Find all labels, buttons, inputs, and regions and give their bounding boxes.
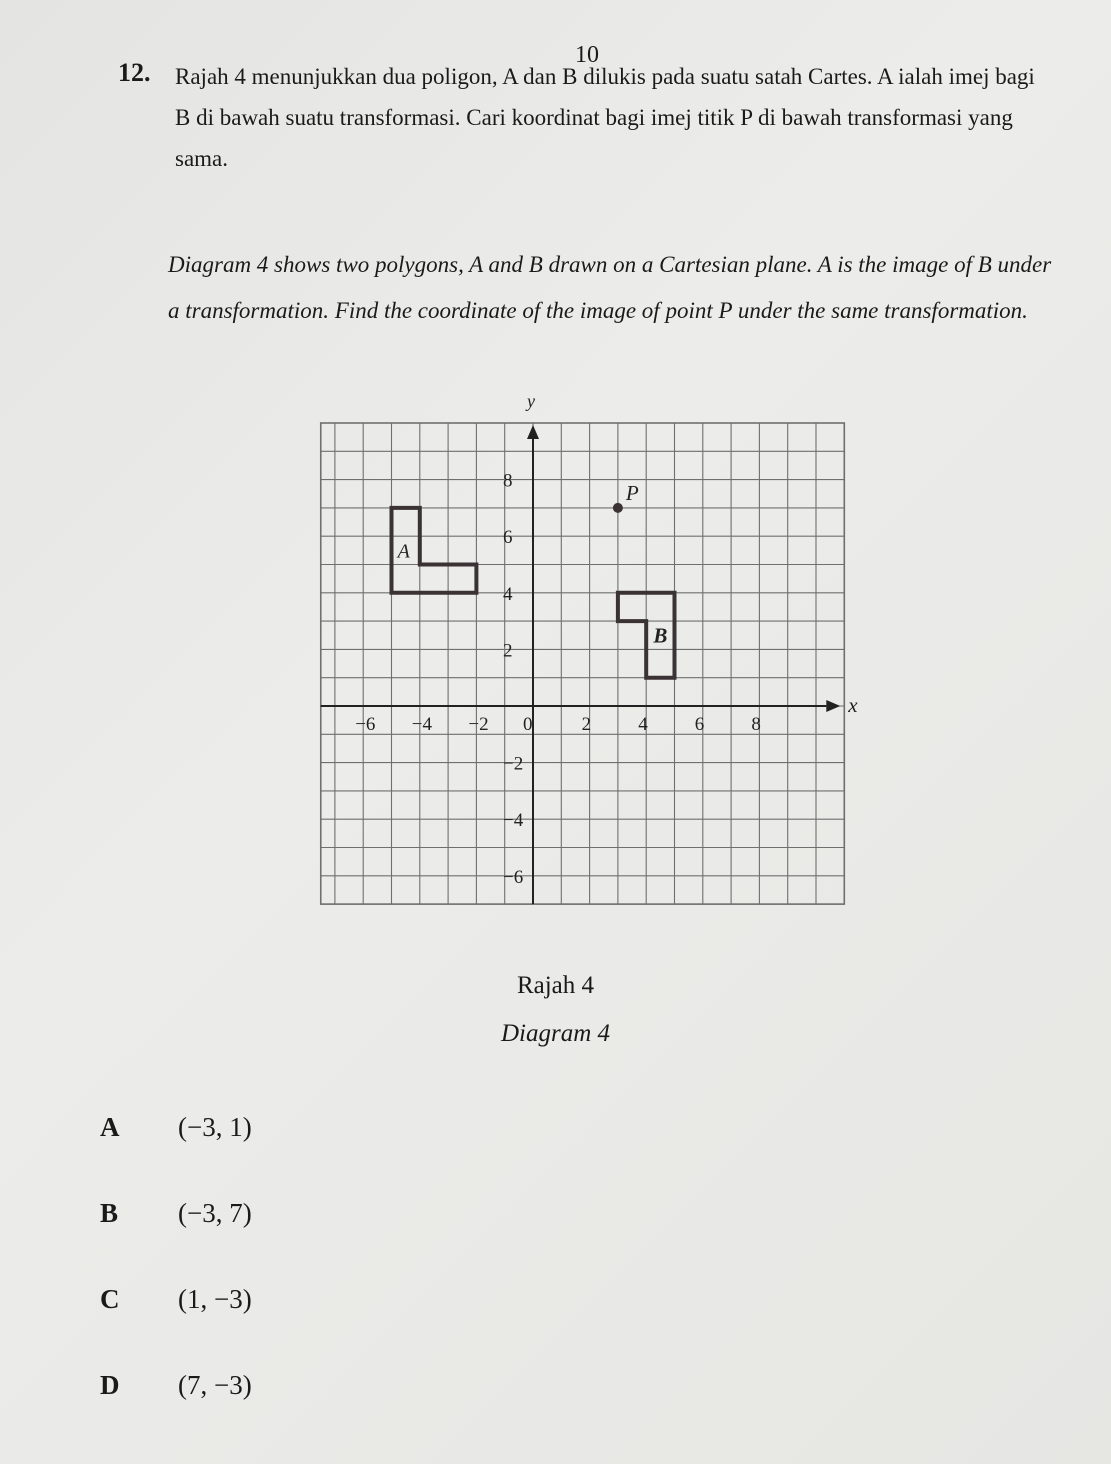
question-text-english: Diagram 4 shows two polygons, A and B drawn on a Cartesian plane. A is the image of B under a transformation. Find the coordinate of the image of point P under the same transformation. <box>168 252 1052 323</box>
polygon-a-label: A <box>397 540 410 563</box>
option-value: (1, −3) <box>178 1284 252 1314</box>
grid-frame <box>321 423 845 904</box>
page-number: 10 <box>575 42 599 68</box>
axes <box>321 425 841 904</box>
x-tick-label: −2 <box>468 714 489 735</box>
point-p <box>613 503 623 513</box>
question-number: 12. <box>118 58 151 87</box>
y-axis-label: y <box>527 391 535 411</box>
point-p-label: P <box>625 480 639 505</box>
tick-labels <box>355 471 761 888</box>
x-tick-label: 2 <box>581 714 592 735</box>
option-value: (−3, 1) <box>178 1112 252 1142</box>
option-value: (7, −3) <box>178 1370 252 1400</box>
y-axis-arrow <box>527 425 539 439</box>
option-letter: B <box>100 1198 119 1228</box>
x-tick-label: 0 <box>523 714 533 735</box>
y-tick-label: −6 <box>503 866 524 888</box>
x-tick-label: −4 <box>411 714 433 735</box>
x-tick-label: 8 <box>751 714 761 735</box>
y-tick-label: 6 <box>503 527 513 549</box>
x-tick-label: −6 <box>355 714 376 735</box>
option-letter: A <box>100 1112 120 1142</box>
option-value: (−3, 7) <box>178 1198 252 1228</box>
x-tick-label: 6 <box>694 714 705 735</box>
y-tick-label: −2 <box>503 753 524 775</box>
polygon-b-label: B <box>653 623 668 648</box>
y-tick-label: −4 <box>503 810 524 832</box>
y-tick-label: 2 <box>503 640 513 662</box>
x-tick-label: 4 <box>638 714 648 735</box>
y-tick-label: 4 <box>503 583 513 605</box>
option-letter: C <box>100 1284 120 1314</box>
y-tick-label: 8 <box>503 470 513 492</box>
option-letter: D <box>100 1370 120 1400</box>
grid-lines <box>321 423 845 904</box>
diagram-caption-english: Diagram 4 <box>500 1020 611 1047</box>
question-text-malay: Rajah 4 menunjukkan dua poligon, A dan B dilukis pada suatu satah Cartes. A ialah imej bagi B di bawah suatu transformasi. Cari koordinat bagi imej titik P di bawah transformasi yang sama. <box>175 64 1035 171</box>
x-axis-arrow <box>826 700 840 712</box>
diagram-caption-malay: Rajah 4 <box>516 972 595 999</box>
x-axis-label: x <box>848 693 858 717</box>
